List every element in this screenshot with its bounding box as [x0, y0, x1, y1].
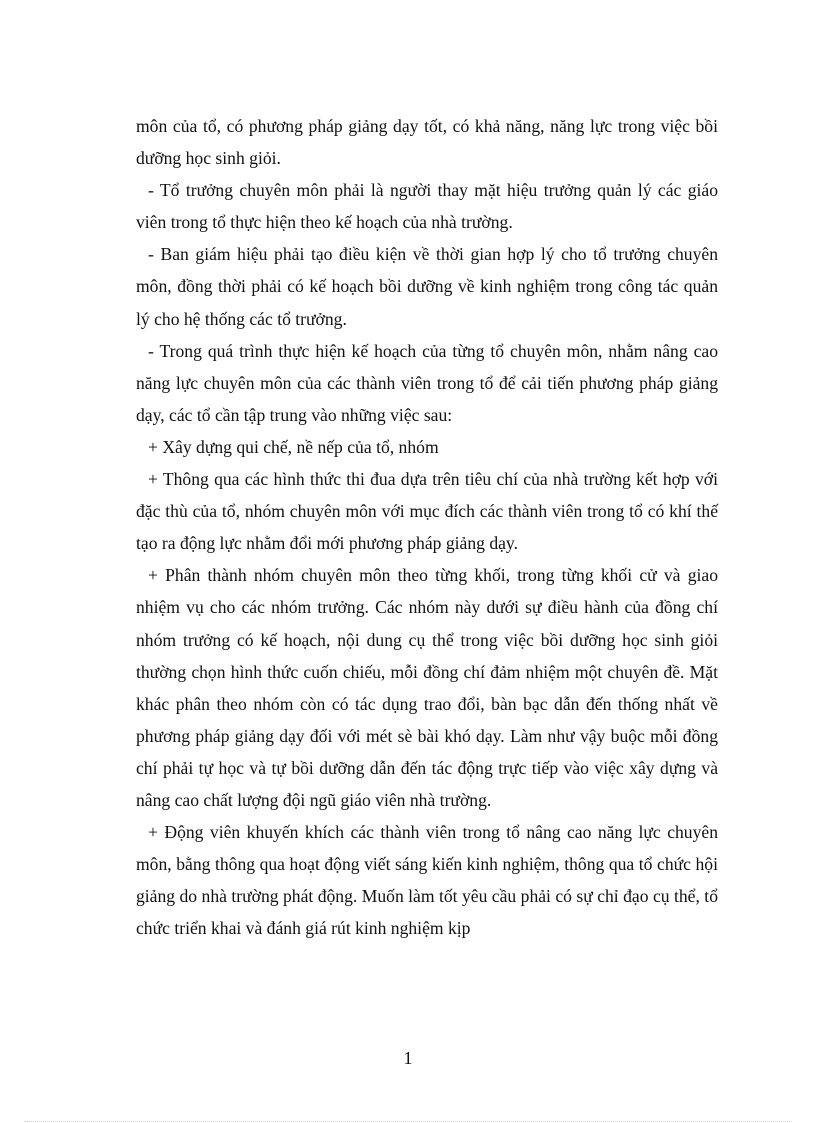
paragraph-7: + Phân thành nhóm chuyên môn theo từng khối, trong từng khối cử và giao nhiệm vụ cho các nhóm trưởng. Các nhóm này dưới sự điều hành của đồng chí nhóm trưởng có kế hoạch, nội dung cụ thể trong việc bồi dưỡng học sinh giỏi thường chọn hình thức cuốn chiếu, mỗi đồng chí đảm nhiệm một chuyên đề. Mặt khác phân theo nhóm còn có tác dụng trao đổi, bàn bạc dẫn đến thống nhất về phương pháp giảng dạy đối với mét sè bài khó dạy. Làm như vậy buộc mỗi đồng chí phải tự học và tự bồi dưỡng dẫn đến tác động trực tiếp vào việc xây dựng và nâng cao chất lượng đội ngũ giáo viên nhà trường.	[136, 565, 718, 810]
paragraph-5: + Xây dựng qui chế, nề nếp của tổ, nhóm	[148, 436, 439, 457]
paragraph-4: - Trong quá trình thực hiện kế hoạch của từng tổ chuyên môn, nhằm nâng cao năng lực chuyên môn của các thành viên trong tổ để cải tiến phương pháp giảng dạy, các tổ cần tập trung vào những việc sau:	[136, 340, 718, 425]
paragraph-3: - Ban giám hiệu phải tạo điều kiện về thời gian hợp lý cho tổ trưởng chuyên môn, đồng thời phải có kế hoạch bồi dưỡng về kinh nghiệm trong công tác quản lý cho hệ thống các tổ trưởng.	[136, 244, 718, 329]
paragraph-8: + Động viên khuyến khích các thành viên trong tổ nâng cao năng lực chuyên môn, bằng thông qua hoạt động viết sáng kiến kinh nghiệm, thông qua tổ chức hội giảng do nhà trường phát động. Muốn làm tốt yêu cầu phải có sự chỉ đạo cụ thể, tổ chức triển khai và đánh giá rút kinh nghiệm kịp	[136, 822, 718, 939]
paragraph-1: môn của tổ, có phương pháp giảng dạy tốt, có khả năng, năng lực trong việc bồi dưỡng học sinh giỏi.	[136, 116, 718, 169]
paragraph-2: - Tổ trưởng chuyên môn phải là người thay mặt hiệu trưởng quản lý các giáo viên trong tổ thực hiện theo kế hoạch của nhà trường.	[136, 180, 718, 233]
page-bottom-divider	[24, 1121, 792, 1122]
page-number: 1	[403, 1048, 413, 1068]
paragraph-6: + Thông qua các hình thức thi đua dựa trên tiêu chí của nhà trường kết hợp với đặc thù của tổ, nhóm chuyên môn với mục đích các thành viên trong tổ có khí thế tạo ra động lực nhằm đổi mới phương pháp giảng dạy.	[136, 469, 718, 554]
body-text	[136, 110, 718, 944]
